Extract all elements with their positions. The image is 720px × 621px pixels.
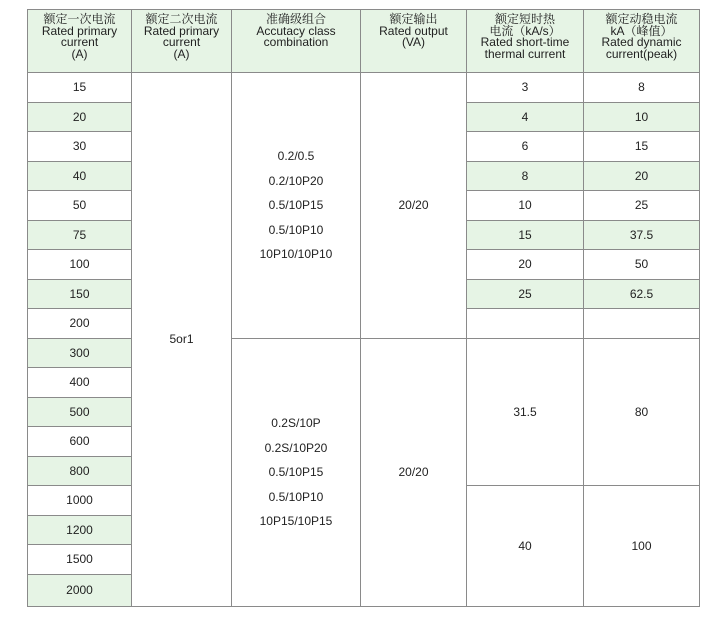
accuracy-group-cell [231,72,361,339]
primary-current-cell: 2000 [27,574,132,608]
accuracy-group-cell [231,338,361,607]
short-time-cell: 15 [466,220,584,251]
rated-output-cell: 20/20 [360,72,467,339]
primary-current-cell: 1500 [27,544,132,575]
dynamic-current-cell: 50 [583,249,700,280]
primary-current-cell: 600 [27,426,132,457]
header-line: current [162,35,201,49]
header-line: 额定输出 [389,12,438,26]
accuracy-item: 0.2/0.5 [277,149,315,164]
primary-current-cell: 500 [27,397,132,428]
header-line: Accutacy class [256,23,336,38]
rated-output-cell: 20/20 [360,338,467,607]
secondary-current-cell: 5or1 [131,72,232,607]
header-line: 准确级组合 [265,12,326,26]
dynamic-current-cell: 8 [583,72,700,103]
primary-current-cell: 50 [27,190,132,221]
dynamic-current-cell: 100 [583,485,700,607]
header-line: (A) [173,46,190,61]
header-line: (VA) [401,35,426,49]
accuracy-item: 0.2/10P20 [268,173,324,188]
header-line: kA（峰值） [610,23,673,38]
header-line: 额定短时热 [494,12,555,26]
dynamic-current-cell: 80 [583,338,700,486]
accuracy-item: 0.5/10P10 [268,222,324,237]
primary-current-cell: 200 [27,308,132,339]
header-line: (A) [71,46,88,61]
primary-current-cell: 1200 [27,515,132,546]
header-accuracy-class [231,9,361,73]
accuracy-item: 10P10/10P10 [259,247,333,262]
short-time-cell: 10 [466,190,584,221]
primary-current-cell: 15 [27,72,132,103]
header-line: combination [263,35,329,49]
header-line: Rated dynamic [601,35,682,49]
short-time-cell [466,308,584,339]
accuracy-item: 0.2S/10P20 [264,440,328,455]
header-short-time-current [466,9,584,73]
accuracy-list [260,411,333,534]
accuracy-item: 0.5/10P15 [268,198,324,213]
dynamic-current-cell [583,308,700,339]
accuracy-item: 10P15/10P15 [259,514,333,529]
primary-current-cell: 30 [27,131,132,162]
header-secondary-current [131,9,232,73]
rating-table [27,9,700,607]
dynamic-current-cell: 25 [583,190,700,221]
short-time-cell: 20 [466,249,584,280]
header-line: Rated primary [41,23,118,38]
short-time-cell: 25 [466,279,584,310]
accuracy-item: 0.5/10P15 [268,465,324,480]
short-time-cell: 40 [466,485,584,607]
header-line: Rated primary [143,23,220,38]
header-dynamic-current [583,9,700,73]
primary-current-cell: 1000 [27,485,132,516]
dynamic-current-cell: 37.5 [583,220,700,251]
short-time-cell: 3 [466,72,584,103]
primary-current-cell: 400 [27,367,132,398]
accuracy-item: 0.5/10P10 [268,489,324,504]
accuracy-item: 0.2S/10P [271,416,321,431]
short-time-cell: 8 [466,161,584,192]
primary-current-cell: 300 [27,338,132,369]
header-line: 额定一次电流 [43,12,116,26]
header-line: 额定二次电流 [145,12,218,26]
primary-current-cell: 75 [27,220,132,251]
header-line: 额定动稳电流 [605,12,678,26]
header-line: current(peak) [605,46,678,61]
dynamic-current-cell: 62.5 [583,279,700,310]
header-line: Rated short-time [480,35,570,49]
primary-current-cell: 800 [27,456,132,487]
header-primary-current [27,9,132,73]
primary-current-cell: 100 [27,249,132,280]
header-line: current [60,35,99,49]
short-time-cell: 4 [466,102,584,133]
header-line: thermal current [484,46,566,61]
primary-current-cell: 20 [27,102,132,133]
dynamic-current-cell: 10 [583,102,700,133]
header-line: 电流（kA/s） [489,23,561,38]
dynamic-current-cell: 15 [583,131,700,162]
header-line: Rated output [379,23,448,38]
short-time-cell: 6 [466,131,584,162]
short-time-cell: 31.5 [466,338,584,486]
primary-current-cell: 150 [27,279,132,310]
accuracy-list [260,144,333,267]
header-rated-output [360,9,467,73]
dynamic-current-cell: 20 [583,161,700,192]
primary-current-cell: 40 [27,161,132,192]
